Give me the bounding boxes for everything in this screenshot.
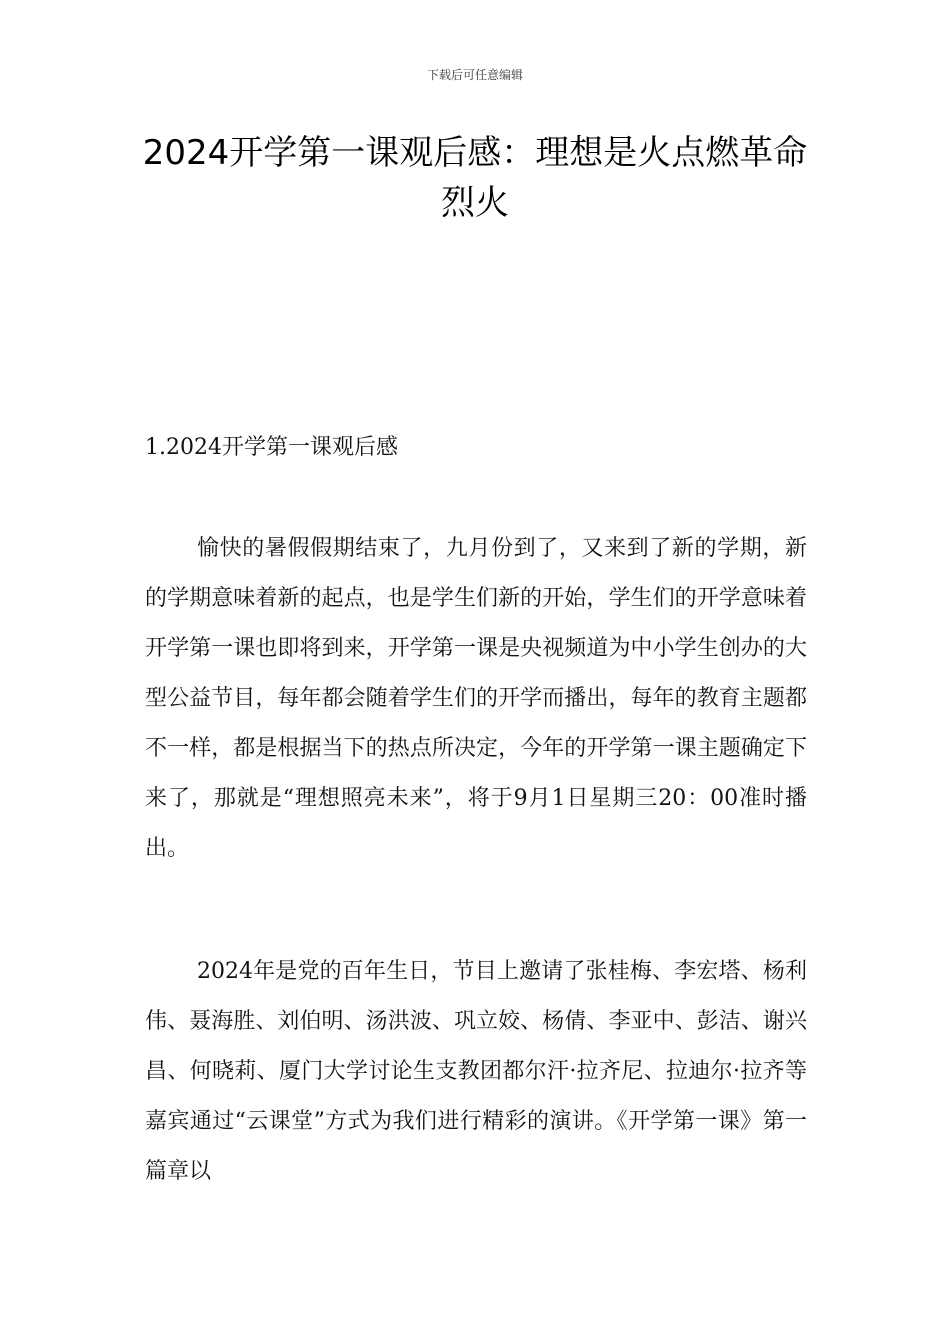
body-paragraph-1: 愉快的暑假假期结束了，九月份到了，又来到了新的学期，新的学期意味着新的起点，也是学生们新的开始，学生们的开学意味着开学第一课也即将到来，开学第一课是央视频道为中小学生创办的大型公益节目，每年都会随着学生们的开学而播出，每年的教育主题都不一样，都是根据当下的热点所决定，今年的开学第一课主题确定下来了，那就是“理想照亮未来”，将于9月1日星期三20：00准时播出。 (145, 536, 807, 861)
document-title: 2024开学第一课观后感：理想是火点燃革命烈火 (142, 133, 808, 223)
body-paragraph-2: 2024年是党的百年生日，节目上邀请了张桂梅、李宏塔、杨利伟、聂海胜、刘伯明、汤洪波、巩立姣、杨倩、李亚中、彭洁、谢兴昌、何晓莉、厦门大学讨论生支教团都尔汗·拉齐尼、拉迪尔·拉齐等嘉宾通过“云课堂”方式为我们进行精彩的演讲。《开学第一课》第一篇章以 (145, 959, 807, 1184)
header-note: 下载后可任意编辑 (426, 68, 523, 82)
section-heading: 1.2024开学第一课观后感 (145, 435, 398, 460)
